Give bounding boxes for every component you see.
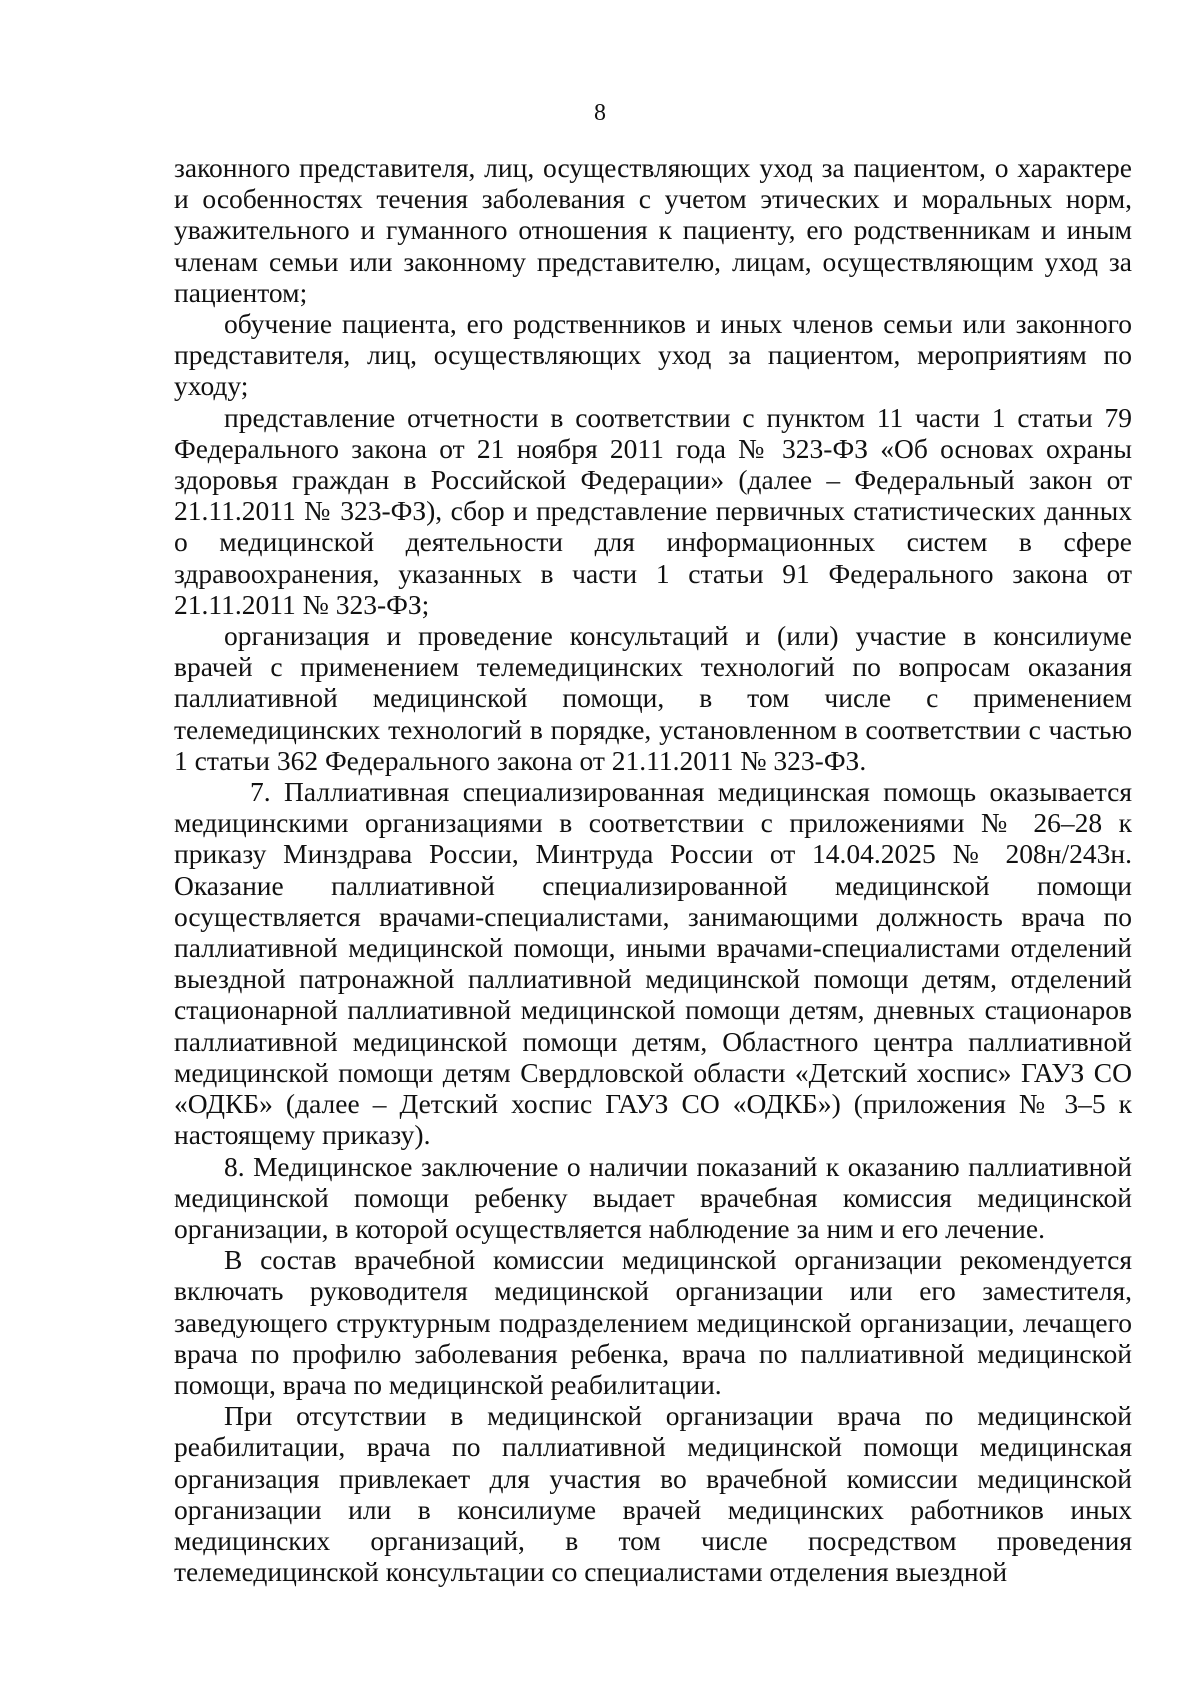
paragraph-consultations: организация и проведение консультаций и (или) участие в консилиуме врачей с применением телемедицинских технологий по вопросам оказания паллиативной медицинской помощи, в том числе с применением телемедицинских технологий в порядке, установленном в соответствии с частью 1 статьи 362 Федерального закона от 21.11.2011 № 323-ФЗ. (174, 620, 1132, 776)
paragraph-reporting: представление отчетности в соответствии с пунктом 11 части 1 статьи 79 Федерального закона от 21 ноября 2011 года № 323-ФЗ «Об основах охраны здоровья граждан в Российской Федерации» (далее – Федеральный закон от 21.11.2011 № 323-ФЗ), сбор и представление первичных статистических данных о медицинской деятельности для информационных систем в сфере здравоохранения, указанных в части 1 статьи 91 Федерального закона от 21.11.2011 № 323-ФЗ; (174, 401, 1132, 620)
paragraph-patient-training: обучение пациента, его родственников и иных членов семьи или законного представителя, лиц, осуществляющих уход за пациентом, мероприятиям по уходу; (174, 308, 1132, 402)
page-number: 8 (594, 100, 606, 126)
paragraph-continuation: законного представителя, лиц, осуществляющих уход за пациентом, о характере и особенностях течения заболевания с учетом этических и моральных норм, уважительного и гуманного отношения к пациенту, его родственникам и иным членам семьи или законному представителю, лицам, осуществляющим уход за пациентом; (174, 152, 1132, 308)
document-body (174, 152, 1132, 1587)
paragraph-item-8: 8. Медицинское заключение о наличии показаний к оказанию паллиативной медицинской помощи ребенку выдает врачебная комиссия медицинской организации, в которой осуществляется наблюдение за ним и его лечение. (174, 1150, 1132, 1244)
paragraph-item-7: 7. Паллиативная специализированная медицинская помощь оказывается медицинскими организациями в соответствии с приложениями № 26–28 к приказу Минздрава России, Минтруда России от 14.04.2025 № 208н/243н. Оказание паллиативной специализированной медицинской помощи осуществляется врачами-специалистами, занимающими должность врача по паллиативной медицинской помощи, иными врачами-специалистами отделений выездной патронажной паллиативной медицинской помощи детям, отделений стационарной паллиативной медицинской помощи детям, дневных стационаров паллиативной медицинской помощи детям, Областного центра паллиативной медицинской помощи детям Свердловской области «Детский хоспис» ГАУЗ СО «ОДКБ» (далее – Детский хоспис ГАУЗ СО «ОДКБ») (приложения № 3–5 к настоящему приказу). (174, 776, 1132, 1151)
paragraph-commission-absence: При отсутствии в медицинской организации врача по медицинской реабилитации, врача по паллиативной медицинской помощи медицинская организация привлекает для участия во врачебной комиссии медицинской организации или в консилиуме врачей медицинских работников иных медицинских организаций, в том числе посредством проведения телемедицинской консультации со специалистами отделения выездной (174, 1400, 1132, 1588)
paragraph-commission-composition: В состав врачебной комиссии медицинской организации рекомендуется включать руководителя медицинской организации или его заместителя, заведующего структурным подразделением медицинской организации, лечащего врача по профилю заболевания ребенка, врача по паллиативной медицинской помощи, врача по медицинской реабилитации. (174, 1244, 1132, 1400)
